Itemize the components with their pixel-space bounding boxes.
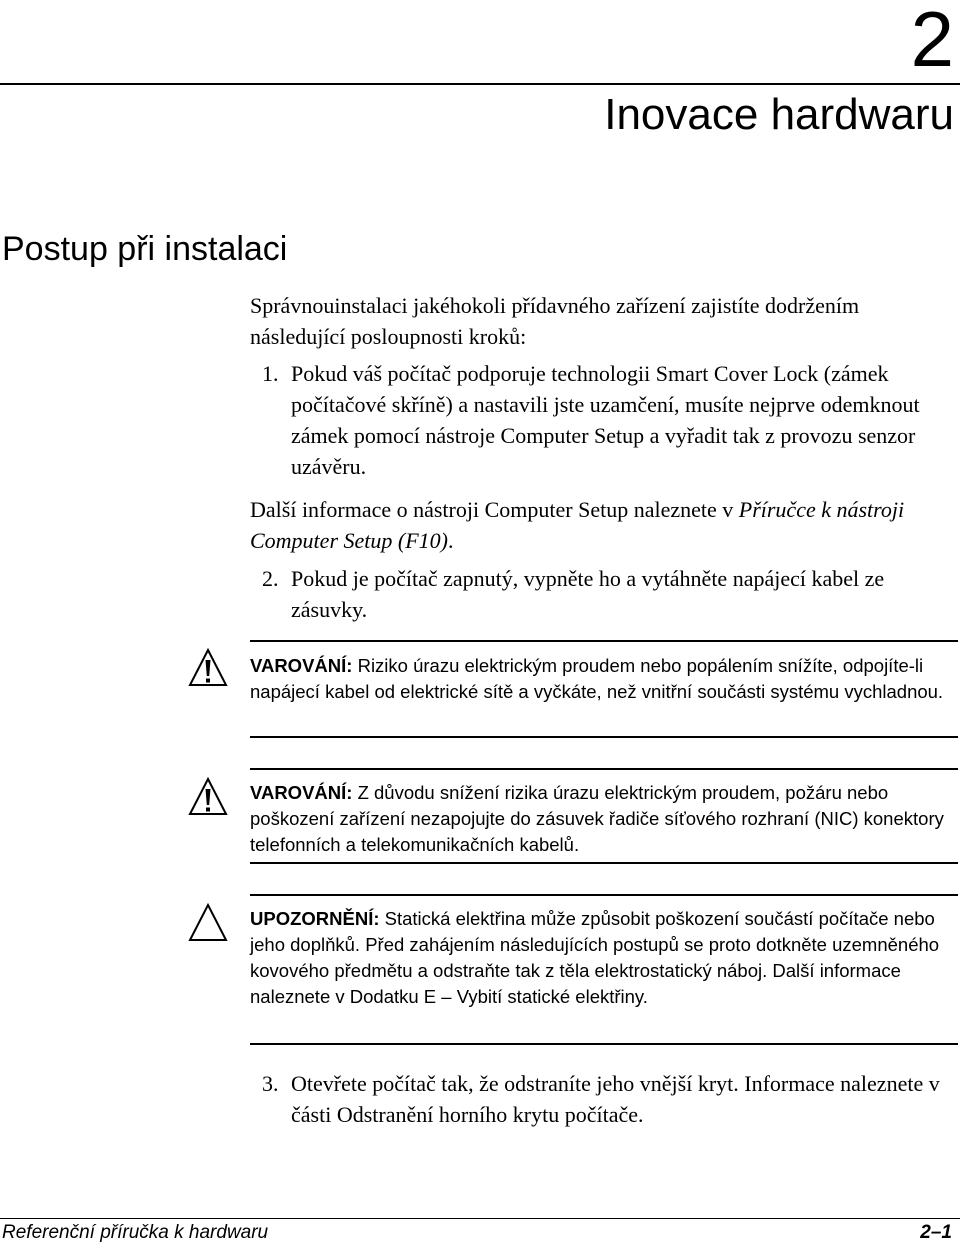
manual-reference: Příručce k nástroji Computer Setup (F10) [250,497,905,553]
caution-icon [188,903,228,943]
step-text: Pokud váš počítač podporuje technologii Smart Cover Lock (zámek počítačové skříně) a nastavili jste uzamčení, musíte nejprve odemknout zámek pomocí nástroje Computer Setup a vyřadit tak z provozu senzor uzávěru. [291,361,920,479]
footer-rule [0,1218,960,1219]
notice-bottom-rule [250,862,958,864]
notice-label: UPOZORNĚNÍ: [250,908,380,929]
notice-label: VAROVÁNÍ: [250,655,353,676]
notice-top-rule [250,768,958,770]
step-text: Pokud je počítač zapnutý, vypněte ho a vytáhněte napájecí kabel ze zásuvky. [291,566,885,622]
chapter-rule [0,83,960,85]
section-heading: Postup při instalaci [2,230,288,268]
notice-top-rule [250,640,958,642]
warning-icon [188,648,228,688]
more-info-prefix: Další informace o nástroji Computer Setup naleznete v [250,497,739,522]
notice-bottom-rule [250,736,958,738]
footer-title: Referenční příručka k hardwaru [2,1222,269,1243]
step-number: 1. [262,361,279,386]
notice-bottom-rule [250,1043,958,1045]
step-text: Otevřete počítač tak, že odstraníte jeho vnější kryt. Informace naleznete v části Odstranění horního krytu počítače. [291,1071,940,1127]
intro-paragraph: Správnouinstalaci jakéhokoli přídavného zařízení zajistíte dodržením následující posloupnosti kroků: [250,293,860,349]
notice [250,780,955,858]
notice-text: Z důvodu snížení rizika úrazu elektrickým proudem, požáru nebo poškození zařízení nezapojujte do zásuvek řadiče síťového rozhraní (NIC) konektory telefonních a telekomunikačních kabelů. [250,782,944,855]
notice-label: VAROVÁNÍ: [250,782,353,803]
notice [250,906,955,1010]
step-number: 2. [262,566,279,591]
chapter-number: 2 [910,0,954,83]
notice-top-rule [250,894,958,896]
step-number: 3. [262,1071,279,1096]
more-info-paragraph [250,494,950,556]
more-info-suffix: . [447,528,454,553]
notice [250,653,955,705]
notice-text: Riziko úrazu elektrickým proudem nebo popálením snížíte, odpojíte-li napájecí kabel od elektrické sítě a vyčkáte, než vnitřní součásti systému vychladnou. [250,655,944,702]
warning-icon [188,777,228,817]
chapter-title: Inovace hardwaru [604,90,954,139]
notice-text: Statická elektřina může způsobit poškození součástí počítače nebo jeho doplňků. Před zahájením následujících postupů se proto dotkněte uzemněného kovového předmětu a odstraňte tak z těla elektrostatický náboj. Další informace naleznete v Dodatku E – Vybití statické elektřiny. [250,908,940,1007]
page-number: 2–1 [920,1222,952,1243]
